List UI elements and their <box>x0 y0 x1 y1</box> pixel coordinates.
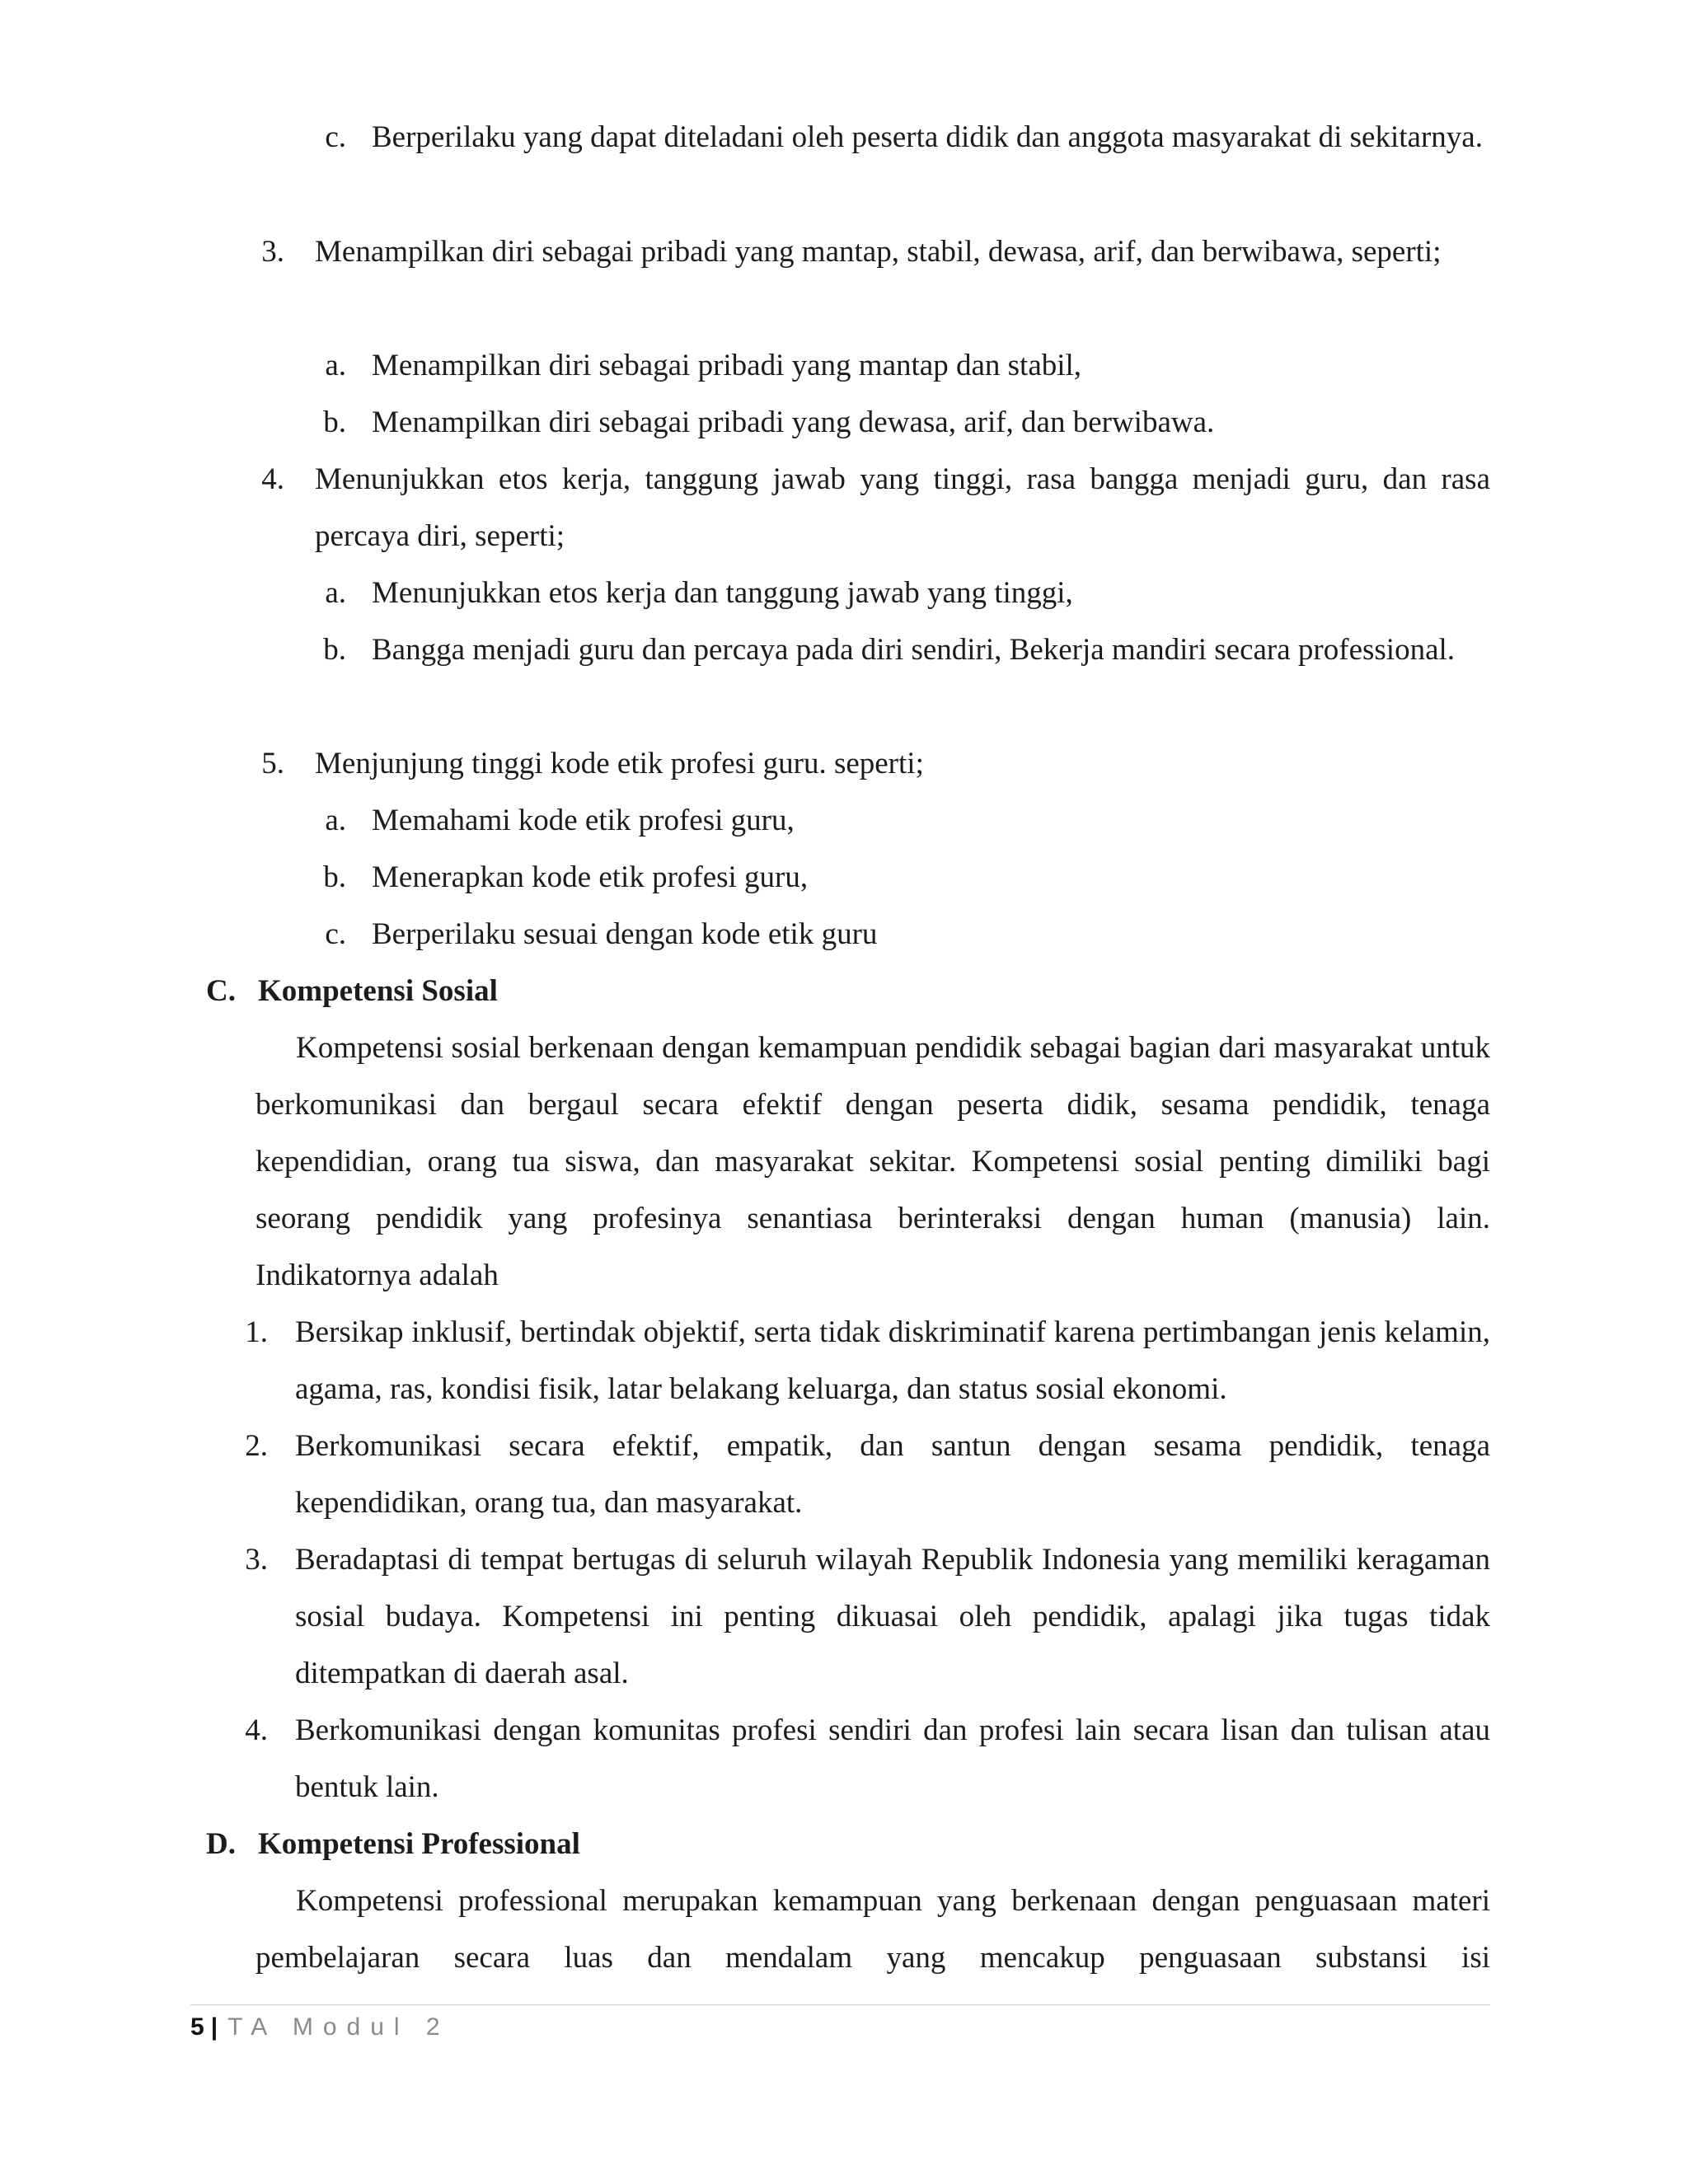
list-item-text: Memahami kode etik profesi guru, <box>372 804 795 837</box>
list-marker: b. <box>323 633 346 667</box>
list-item-text: Berkomunikasi secara efektif, empatik, dan santun dengan sesama pendidik, tenaga kependidikan, orang tua, dan masyarakat. <box>295 1429 1490 1520</box>
list-marker: 3. <box>261 235 284 269</box>
list-item-text: Menampilkan diri sebagai pribadi yang mantap dan stabil, <box>372 349 1082 382</box>
list-item-text: Berkomunikasi dengan komunitas profesi sendiri dan profesi lain secara lisan dan tulisan atau bentuk lain. <box>295 1713 1490 1804</box>
list-marker: a. <box>325 804 346 837</box>
footer-divider <box>190 2004 1490 2005</box>
list-marker: a. <box>325 349 346 382</box>
list-marker: a. <box>325 576 346 610</box>
list-marker: 5. <box>261 747 284 780</box>
section-c-marker: C. <box>206 974 236 1008</box>
page-footer <box>190 2011 450 2044</box>
section-d-marker: D. <box>206 1827 236 1861</box>
list-item-text: Bersikap inklusif, bertindak objektif, serta tidak diskriminatif karena pertimbangan jenis kelamin, agama, ras, kondisi fisik, latar belakang keluarga, dan status sosial ekonomi. <box>295 1315 1490 1406</box>
list-item-text: Berperilaku sesuai dengan kode etik guru <box>372 917 878 951</box>
footer-separator: | <box>210 2013 218 2041</box>
list-item-text: Menunjukkan etos kerja, tanggung jawab yang tinggi, rasa bangga menjadi guru, dan rasa percaya diri, seperti; <box>315 462 1490 553</box>
list-marker: 3. <box>245 1543 268 1577</box>
list-item-text: Beradaptasi di tempat bertugas di seluruh wilayah Republik Indonesia yang memiliki keragaman sosial budaya. Kompetensi ini penting dikuasai oleh pendidik, apalagi jika tugas tidak ditempatkan di daerah asal. <box>295 1543 1490 1690</box>
list-item-text: Berperilaku yang dapat diteladani oleh peserta didik dan anggota masyarakat di sekitarnya. <box>372 120 1483 154</box>
page-number: 5 <box>190 2013 204 2041</box>
list-item-text: Menjunjung tinggi kode etik profesi guru. seperti; <box>315 747 924 780</box>
list-marker: 2. <box>245 1429 268 1463</box>
list-item-text: Menampilkan diri sebagai pribadi yang dewasa, arif, dan berwibawa. <box>372 405 1215 439</box>
list-marker: c. <box>325 120 346 154</box>
list-marker: b. <box>323 860 346 894</box>
list-item-text: Menunjukkan etos kerja dan tanggung jawab yang tinggi, <box>372 576 1073 610</box>
list-item-text: Menerapkan kode etik profesi guru, <box>372 860 809 894</box>
list-item-text: Bangga menjadi guru dan percaya pada diri sendiri, Bekerja mandiri secara professional. <box>372 633 1456 667</box>
list-item-text: Menampilkan diri sebagai pribadi yang mantap, stabil, dewasa, arif, dan berwibawa, seperti; <box>315 235 1442 269</box>
section-c-intro: Kompetensi sosial berkenaan dengan kemampuan pendidik sebagai bagian dari masyarakat untuk berkomunikasi dan bergaul secara efektif dengan peserta didik, sesama pendidik, tenaga kependidian, orang tua siswa, dan masyarakat sekitar. Kompetensi sosial penting dimiliki bagi seorang pendidik yang profesinya senantiasa berinteraksi dengan human (manusia) lain. Indikatornya adalah <box>256 1031 1490 1292</box>
list-marker: 1. <box>245 1315 268 1349</box>
list-marker: c. <box>325 917 346 951</box>
list-marker: 4. <box>245 1713 268 1747</box>
section-c-heading: Kompetensi Sosial <box>258 974 498 1008</box>
list-marker: b. <box>323 405 346 439</box>
section-d-heading: Kompetensi Professional <box>258 1827 580 1861</box>
footer-title: TA Modul 2 <box>227 2013 450 2041</box>
section-d-intro: Kompetensi professional merupakan kemampuan yang berkenaan dengan penguasaan materi pembelajaran secara luas dan mendalam yang mencakup penguasaan substansi isi <box>256 1884 1490 1975</box>
list-marker: 4. <box>261 462 284 496</box>
